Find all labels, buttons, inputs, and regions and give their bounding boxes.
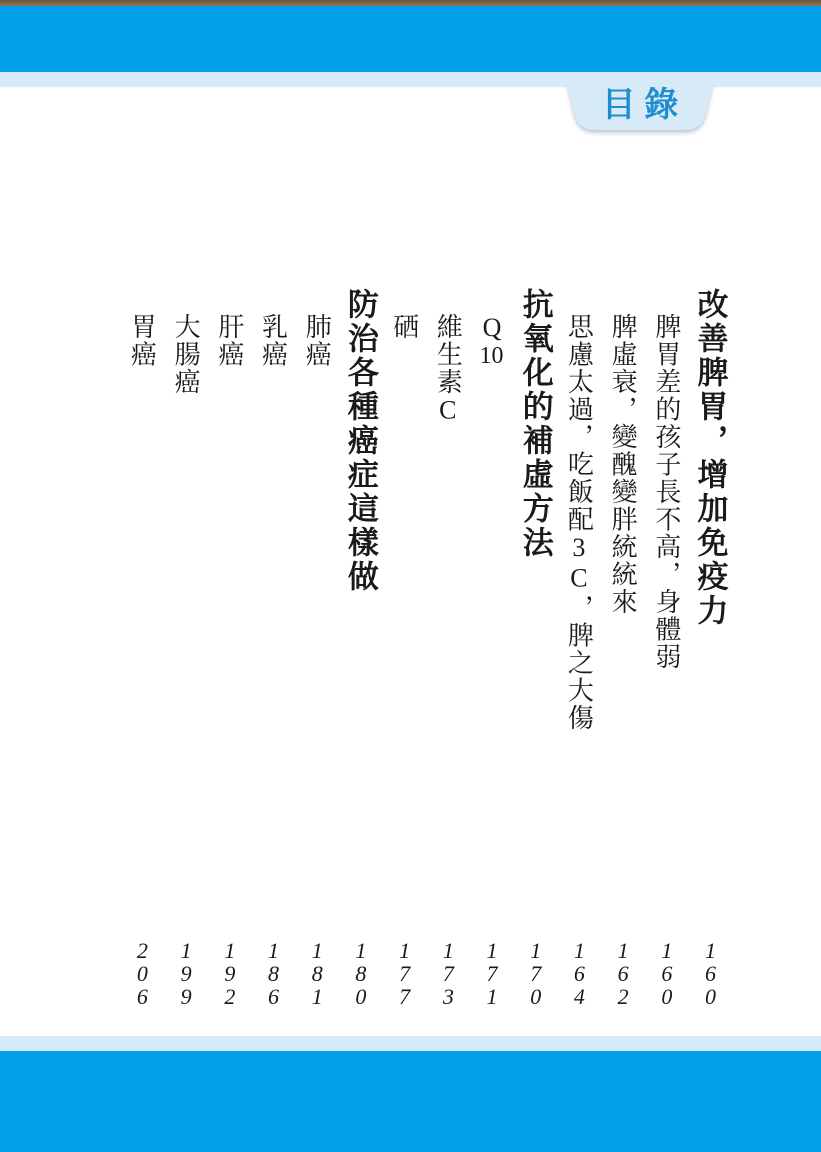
toc-entry: [382, 288, 426, 1007]
toc-entry-title: 大腸癌: [171, 313, 201, 396]
toc-entry-title: 肝癌: [214, 313, 244, 368]
toc-page-number: 162: [610, 938, 636, 1007]
toc-entry: [688, 288, 732, 1007]
toc-entry-title: 脾胃差的孩子長不高，身體弱: [651, 313, 681, 671]
toc-entry: [164, 288, 208, 1007]
toc-entry-title: 維生素C: [433, 313, 463, 426]
toc-entry-title: 肺癌: [302, 313, 332, 368]
toc-entry-title: 抗氧化的補虛方法: [517, 288, 553, 560]
toc-page-number: 171: [479, 938, 505, 1007]
toc-entry: [557, 288, 601, 1007]
toc-page-number: 170: [523, 938, 549, 1007]
toc-entry: [426, 288, 470, 1007]
digits-in-vertical-text: 10: [479, 343, 504, 368]
toc-entry-title: 乳癌: [258, 313, 288, 368]
toc-page-number: 173: [435, 938, 461, 1007]
toc-entry-title: Q10: [477, 313, 507, 368]
toc-entry: [295, 288, 339, 1007]
toc-tab-label: 目 錄: [601, 87, 679, 124]
toc-page-number: 186: [261, 938, 286, 1007]
toc-entry: [120, 288, 164, 1007]
toc-entry: [251, 288, 295, 1007]
toc-entry: [338, 288, 382, 1007]
toc-entry-title: 脾虛衰，變醜變胖統統來: [608, 313, 638, 616]
toc-page-number: 160: [698, 938, 723, 1007]
toc-entry-title: 防治各種癌症這樣做: [342, 288, 378, 594]
toc-page-number: 180: [348, 938, 374, 1007]
toc-entry: [513, 288, 557, 1007]
toc-entry: [601, 288, 645, 1007]
header-blue-band: [0, 6, 821, 72]
footer-pale-strip: [0, 1036, 821, 1051]
toc-entry-title: 胃癌: [127, 313, 157, 368]
toc-page-number: 164: [566, 938, 592, 1007]
toc-page-number: 177: [392, 938, 418, 1007]
toc-page-number: 206: [129, 938, 155, 1007]
toc-entry: [644, 288, 688, 1007]
toc-page-number: 192: [217, 938, 243, 1007]
toc-list: [0, 288, 821, 1007]
toc-entry: [470, 288, 514, 1007]
toc-page-number: 160: [654, 938, 680, 1007]
toc-entry: [207, 288, 251, 1007]
toc-entry-title: 硒: [389, 313, 419, 341]
toc-entry-title: 改善脾胃，增加免疫力: [692, 288, 728, 628]
toc-page-number: 181: [304, 938, 330, 1007]
footer-blue-band: [0, 1051, 821, 1152]
toc-entry-title: 思慮太過，吃飯配3C，脾之大傷: [564, 313, 594, 732]
toc-page-number: 199: [173, 938, 199, 1007]
